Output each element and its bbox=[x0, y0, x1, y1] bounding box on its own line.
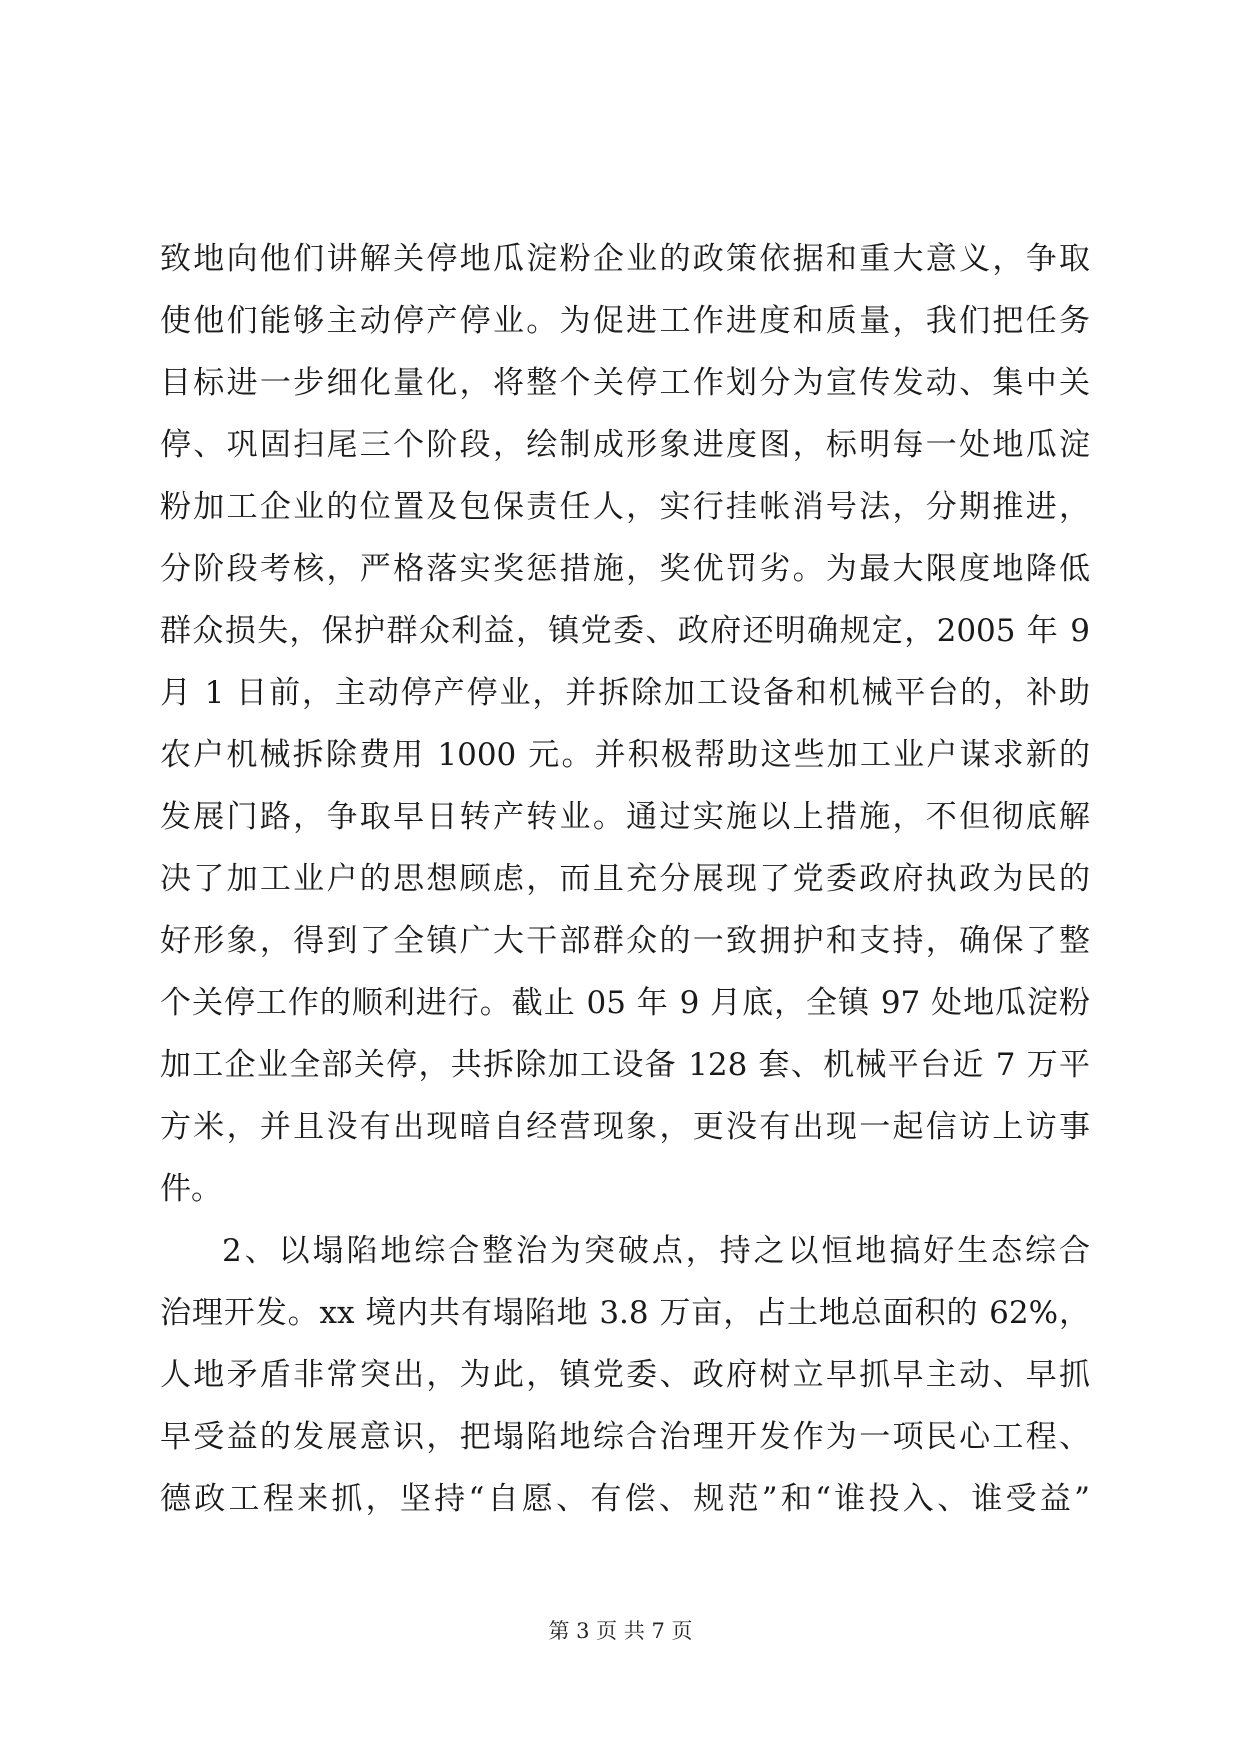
paragraph-1 bbox=[160, 228, 1090, 1220]
text-line: 分阶段考核，严格落实奖惩措施，奖优罚劣。为最大限度地降低 bbox=[160, 551, 1090, 587]
page-number-footer: 第 3 页 共 7 页 bbox=[548, 1619, 693, 1643]
text-line: 个关停工作的顺利进行。截止 05 年 9 月底，全镇 97 处地瓜淀粉 bbox=[160, 985, 1090, 1021]
text-line: 德政工程来抓，坚持“自愿、有偿、规范”和“谁投入、谁受益” bbox=[160, 1481, 1090, 1517]
text-line: 好形象，得到了全镇广大干部群众的一致拥护和支持，确保了整 bbox=[160, 923, 1090, 959]
text-line: 目标进一步细化量化，将整个关停工作划分为宣传发动、集中关 bbox=[160, 365, 1090, 401]
text-line: 停、巩固扫尾三个阶段，绘制成形象进度图，标明每一处地瓜淀 bbox=[160, 427, 1090, 463]
text-line: 早受益的发展意识，把塌陷地综合治理开发作为一项民心工程、 bbox=[160, 1419, 1090, 1455]
text-line: 月 1 日前，主动停产停业，并拆除加工设备和机械平台的，补助 bbox=[160, 675, 1090, 711]
paragraph-2 bbox=[160, 1220, 1090, 1530]
text-line: 致地向他们讲解关停地瓜淀粉企业的政策依据和重大意义，争取 bbox=[160, 241, 1090, 277]
text-line: 治理开发。xx 境内共有塌陷地 3.8 万亩，占土地总面积的 62%， bbox=[160, 1295, 1090, 1331]
text-line: 发展门路，争取早日转产转业。通过实施以上措施，不但彻底解 bbox=[160, 799, 1090, 835]
text-line: 2、以塌陷地综合整治为突破点，持之以恒地搞好生态综合 bbox=[222, 1233, 1090, 1269]
document-body bbox=[160, 228, 1090, 1530]
text-line: 群众损失，保护群众利益，镇党委、政府还明确规定，2005 年 9 bbox=[160, 613, 1090, 649]
text-line: 使他们能够主动停产停业。为促进工作进度和质量，我们把任务 bbox=[160, 303, 1090, 339]
text-line: 方米，并且没有出现暗自经营现象，更没有出现一起信访上访事 bbox=[160, 1109, 1090, 1145]
text-line: 粉加工企业的位置及包保责任人，实行挂帐消号法，分期推进， bbox=[160, 489, 1090, 525]
text-line: 加工企业全部关停，共拆除加工设备 128 套、机械平台近 7 万平 bbox=[160, 1047, 1090, 1083]
text-line: 人地矛盾非常突出，为此，镇党委、政府树立早抓早主动、早抓 bbox=[160, 1357, 1090, 1393]
text-line: 决了加工业户的思想顾虑，而且充分展现了党委政府执政为民的 bbox=[160, 861, 1090, 897]
text-line: 农户机械拆除费用 1000 元。并积极帮助这些加工业户谋求新的 bbox=[160, 737, 1090, 773]
text-line: 件。 bbox=[160, 1171, 222, 1207]
